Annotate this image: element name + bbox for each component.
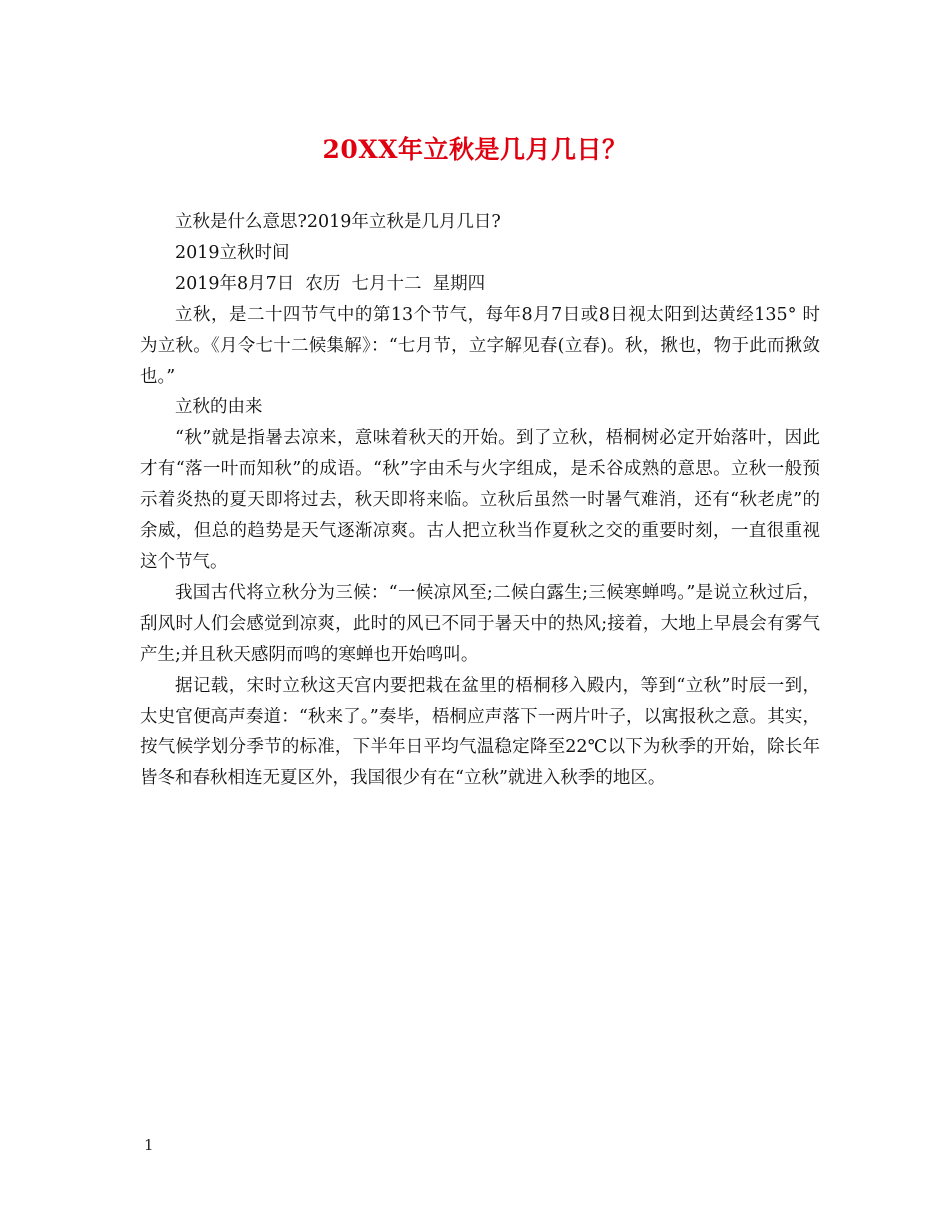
- document-title: 20XX年立秋是几月几日？: [322, 135, 628, 164]
- paragraph-definition: 立秋，是二十四节气中的第13个节气，每年8月7日或8日视太阳到达黄经135° 时为立秋。《月令七十二候集解》：“七月节，立字解见春(立春)。秋，揪也，物于此而揪敛也。”: [140, 304, 820, 387]
- paragraph-history: 据记载，宋时立秋这天宫内要把栽在盆里的梧桐移入殿内，等到“立秋”时辰一到，太史官便高声奏道：“秋来了。”奏毕，梧桐应声落下一两片叶子，以寓报秋之意。其实，按气候学划分季节的标准，下半年日平均气温稳定降至22℃以下为秋季的开始，除长年皆冬和春秋相连无夏区外，我国很少有在“立秋”就进入秋季的地区。: [140, 675, 820, 789]
- page-number: 1: [144, 1136, 154, 1154]
- paragraph-three-phases: 我国古代将立秋分为三候：“一候凉风至;二候白露生;三候寒蝉鸣。”是说立秋过后，刮风时人们会感觉到凉爽，此时的风已不同于暑天中的热风;接着，大地上早晨会有雾气产生;并且秋天感阴而鸣的寒蝉也开始鸣叫。: [140, 582, 820, 665]
- paragraph-date: 2019年8月7日 农历 七月十二 星期四: [175, 273, 486, 294]
- paragraph-question: 立秋是什么意思?2019年立秋是几月几日?: [175, 212, 501, 232]
- paragraph-heading-time: 2019立秋时间: [175, 242, 290, 263]
- paragraph-origin: “秋”就是指暑去凉来，意味着秋天的开始。到了立秋，梧桐树必定开始落叶，因此才有“落一叶而知秋”的成语。“秋”字由禾与火字组成，是禾谷成熟的意思。立秋一般预示着炎热的夏天即将过去，秋天即将来临。立秋后虽然一时暑气难消，还有“秋老虎”的余威，但总的趋势是天气逐渐凉爽。古人把立秋当作夏秋之交的重要时刻，一直很重视这个节气。: [140, 428, 820, 572]
- paragraph-heading-origin: 立秋的由来: [175, 397, 263, 418]
- document-body: [140, 207, 820, 794]
